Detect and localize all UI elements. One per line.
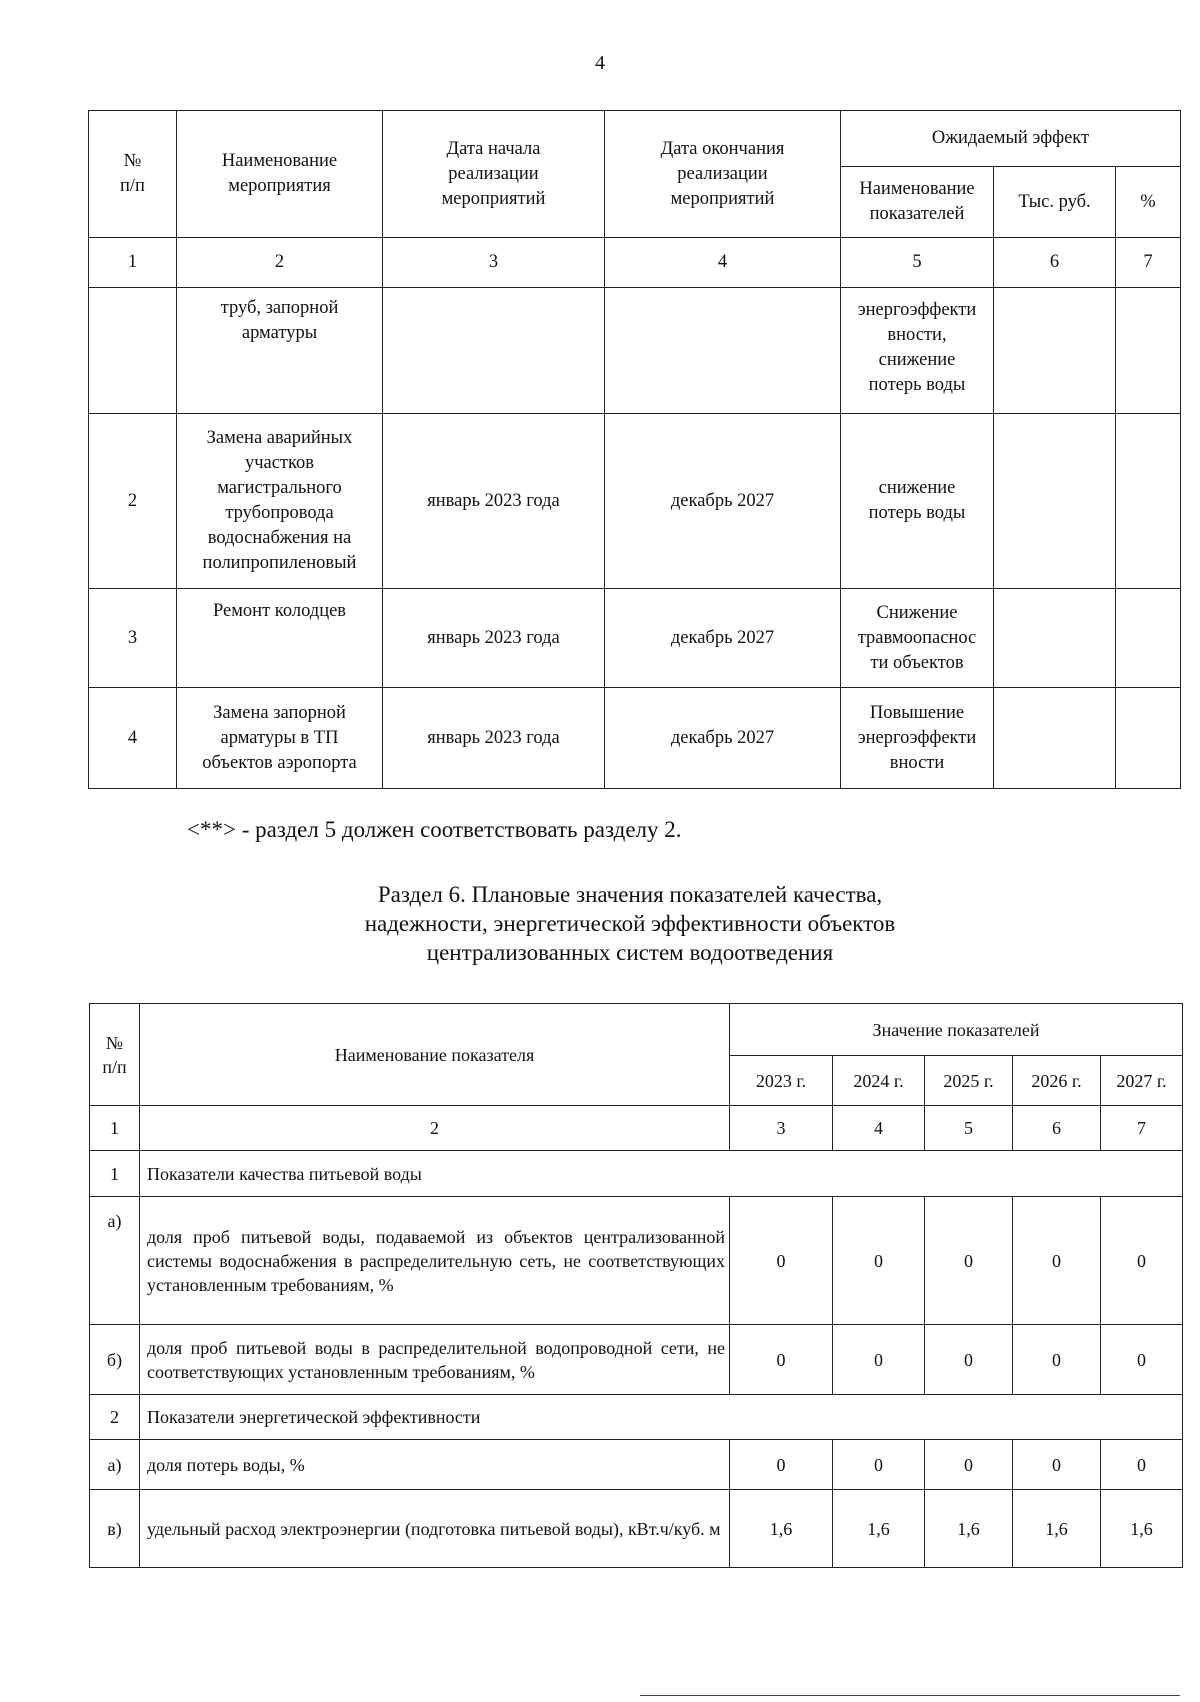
row-value: 0 [833, 1325, 925, 1395]
column-number: 2 [140, 1106, 730, 1151]
row-percent [1116, 414, 1181, 589]
table-row [89, 414, 1181, 589]
row-indicator-name: доля потерь воды, % [140, 1440, 730, 1490]
table-row [90, 1197, 1183, 1325]
row-thousand-rub [994, 589, 1116, 688]
header-expected-effect: Ожидаемый эффект [841, 111, 1181, 167]
row-start-date: январь 2023 года [383, 688, 605, 789]
column-number-row [90, 1106, 1183, 1151]
row-indicator: энергоэффекти вности, снижение потерь воды [841, 288, 994, 414]
header-year: 2024 г. [833, 1056, 925, 1106]
row-value: 0 [1013, 1325, 1101, 1395]
section-title: Показатели качества питьевой воды [140, 1151, 1183, 1197]
column-number: 3 [383, 238, 605, 288]
table-row [90, 1325, 1183, 1395]
header-indicator-name: Наименование показателя [140, 1004, 730, 1106]
row-letter: б) [90, 1325, 140, 1395]
table-row [89, 589, 1181, 688]
column-number: 2 [177, 238, 383, 288]
section-6-title: Раздел 6. Плановые значения показателей качества, надежности, энергетической эффективности объектов централизованных систем водоотведения [364, 882, 896, 965]
row-value: 0 [925, 1325, 1013, 1395]
indicators-table [89, 1003, 1183, 1568]
row-end-date: декабрь 2027 [605, 589, 841, 688]
column-number: 1 [89, 238, 177, 288]
column-number: 6 [1013, 1106, 1101, 1151]
row-value: 1,6 [925, 1490, 1013, 1568]
column-number: 6 [994, 238, 1116, 288]
row-thousand-rub [994, 288, 1116, 414]
row-measure-name: Замена аварийных участков магистрального трубопровода водоснабжения на полипропиленовый [177, 414, 383, 589]
header-year: 2025 г. [925, 1056, 1013, 1106]
header-year: 2023 г. [730, 1056, 833, 1106]
row-percent [1116, 688, 1181, 789]
row-indicator: Снижение травмоопаснос ти объектов [841, 589, 994, 688]
header-measure-name: Наименование мероприятия [177, 111, 383, 238]
section-row [90, 1395, 1183, 1440]
row-end-date: декабрь 2027 [605, 688, 841, 789]
header-indicator-values: Значение показателей [730, 1004, 1183, 1056]
row-value: 0 [1101, 1440, 1183, 1490]
row-value: 0 [730, 1197, 833, 1325]
row-start-date: январь 2023 года [383, 414, 605, 589]
section-row [90, 1151, 1183, 1197]
column-number: 5 [925, 1106, 1013, 1151]
row-start-date [383, 288, 605, 414]
table-row [89, 688, 1181, 789]
header-indicator-name: Наименование показателей [841, 167, 994, 238]
row-measure-name: Ремонт колодцев [177, 589, 383, 688]
table-row [90, 1490, 1183, 1568]
row-value: 0 [730, 1440, 833, 1490]
row-start-date: январь 2023 года [383, 589, 605, 688]
row-num: 3 [89, 589, 177, 688]
row-value: 0 [1013, 1440, 1101, 1490]
table-row [90, 1440, 1183, 1490]
row-value: 0 [925, 1440, 1013, 1490]
row-value: 1,6 [1013, 1490, 1101, 1568]
row-indicator: снижение потерь воды [841, 414, 994, 589]
header-end-date: Дата окончания реализации мероприятий [605, 111, 841, 238]
row-end-date: декабрь 2027 [605, 414, 841, 589]
row-indicator-name: доля проб питьевой воды, подаваемой из объектов централизованной системы водоснабжения в распределительную сеть, не соответствующих установленным требованиям, % [140, 1197, 730, 1325]
column-number: 5 [841, 238, 994, 288]
row-value: 0 [1101, 1325, 1183, 1395]
row-value: 0 [833, 1440, 925, 1490]
row-thousand-rub [994, 414, 1116, 589]
header-num: № п/п [90, 1004, 140, 1106]
column-number-row [89, 238, 1181, 288]
row-value: 1,6 [730, 1490, 833, 1568]
row-letter: в) [90, 1490, 140, 1568]
row-indicator-name: доля проб питьевой воды в распределительной водопроводной сети, не соответствующих установленным требованиям, % [140, 1325, 730, 1395]
column-number: 7 [1101, 1106, 1183, 1151]
row-thousand-rub [994, 688, 1116, 789]
row-num: 2 [89, 414, 177, 589]
row-num: 4 [89, 688, 177, 789]
measures-table [88, 110, 1181, 789]
header-year: 2027 г. [1101, 1056, 1183, 1106]
row-measure-name: Замена запорной арматуры в ТП объектов аэропорта [177, 688, 383, 789]
row-measure-name: труб, запорной арматуры [177, 288, 383, 414]
column-number: 1 [90, 1106, 140, 1151]
header-percent: % [1116, 167, 1181, 238]
row-value: 0 [925, 1197, 1013, 1325]
row-value: 1,6 [833, 1490, 925, 1568]
row-percent [1116, 589, 1181, 688]
column-number: 3 [730, 1106, 833, 1151]
row-value: 0 [1013, 1197, 1101, 1325]
header-num: № п/п [89, 111, 177, 238]
column-number: 7 [1116, 238, 1181, 288]
row-indicator: Повышение энергоэффекти вности [841, 688, 994, 789]
row-end-date [605, 288, 841, 414]
header-thousand-rub: Тыс. руб. [994, 167, 1116, 238]
row-value: 0 [1101, 1197, 1183, 1325]
row-percent [1116, 288, 1181, 414]
footnote: <**> - раздел 5 должен соответствовать разделу 2. [187, 817, 682, 842]
section-num: 2 [90, 1395, 140, 1440]
row-num [89, 288, 177, 414]
table-row [89, 288, 1181, 414]
row-letter: а) [90, 1197, 140, 1325]
row-value: 0 [730, 1325, 833, 1395]
section-num: 1 [90, 1151, 140, 1197]
page-number: 4 [595, 52, 605, 74]
row-letter: а) [90, 1440, 140, 1490]
row-indicator-name: удельный расход электроэнергии (подготовка питьевой воды), кВт.ч/куб. м [140, 1490, 730, 1568]
section-title: Показатели энергетической эффективности [140, 1395, 1183, 1440]
scan-artifact-line [640, 1695, 1180, 1696]
header-start-date: Дата начала реализации мероприятий [383, 111, 605, 238]
header-year: 2026 г. [1013, 1056, 1101, 1106]
row-value: 0 [833, 1197, 925, 1325]
column-number: 4 [833, 1106, 925, 1151]
row-value: 1,6 [1101, 1490, 1183, 1568]
column-number: 4 [605, 238, 841, 288]
